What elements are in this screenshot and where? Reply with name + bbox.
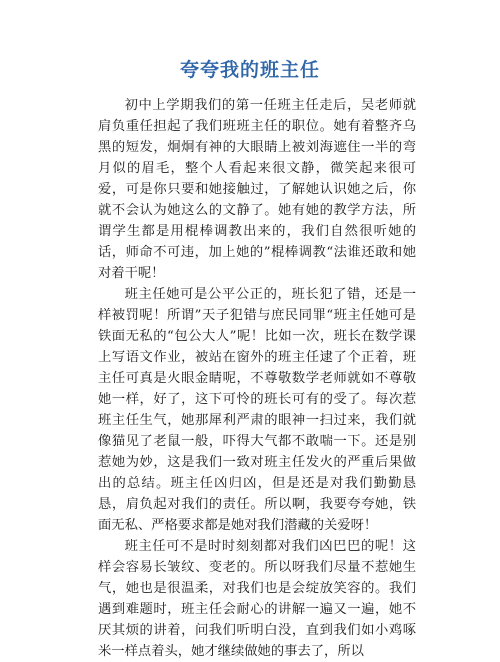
article-body	[98, 95, 416, 662]
page-title: 夸夸我的班主任	[179, 59, 320, 81]
paragraph-3: 班主任可不是时时刻刻都对我们凶巴巴的呢！这样会容易长皱纹、变老的。所以呀我们尽量不惹她生气，她也是很温柔，对我们也是会绽放笑容的。我们遇到难题时，班主任会耐心的讲解一遍又一遍，她不厌其烦的讲着，问我们听明白没，直到我们如小鸡啄米一样点着头，她才继续做她的事去了，所以	[98, 539, 416, 659]
paragraph-1: 初中上学期我们的第一任班主任走后，吴老师就肩负重任担起了我们班班主任的职位。她有着整齐乌黑的短发，炯炯有神的大眼睛上被刘海遮住一半的弯月似的眉毛，整个人看起来很文静，微笑起来很可爱，可是你只要和她接触过，了解她认识她之后，你就不会认为她这么的文静了。她有她的教学方法，所谓学生都是用棍棒调教出来的，我们自然很听她的话，师命不可违，加上她的”棍棒调教“法谁还敢和她对着干呢！	[98, 98, 416, 281]
paragraph-2: 班主任她可是公平公正的，班长犯了错，还是一样被罚呢！所谓”天子犯错与庶民同罪“班主任她可是铁面无私的“包公大人”呢！比如一次，班长在数学课上写语文作业，被站在窗外的班主任逮了个正着，班主任可真是火眼金睛呢，不尊敬数学老师就如不尊敬她一样，好了，这下可怜的班长可有的受了。每次惹班主任生气，她那犀利严肃的眼神一扫过来，我们就像猫见了老鼠一般，吓得大气都不敢喘一下。还是别惹她为妙，这是我们一致对班主任发火的严重后果做出的总结。班主任凶归凶，但是还是对我们勤勤恳恳，肩负起对我们的责任。所以啊，我要夸夸她，铁面无私、严格要求都是她对我们潜藏的关爱呀！	[98, 287, 416, 533]
